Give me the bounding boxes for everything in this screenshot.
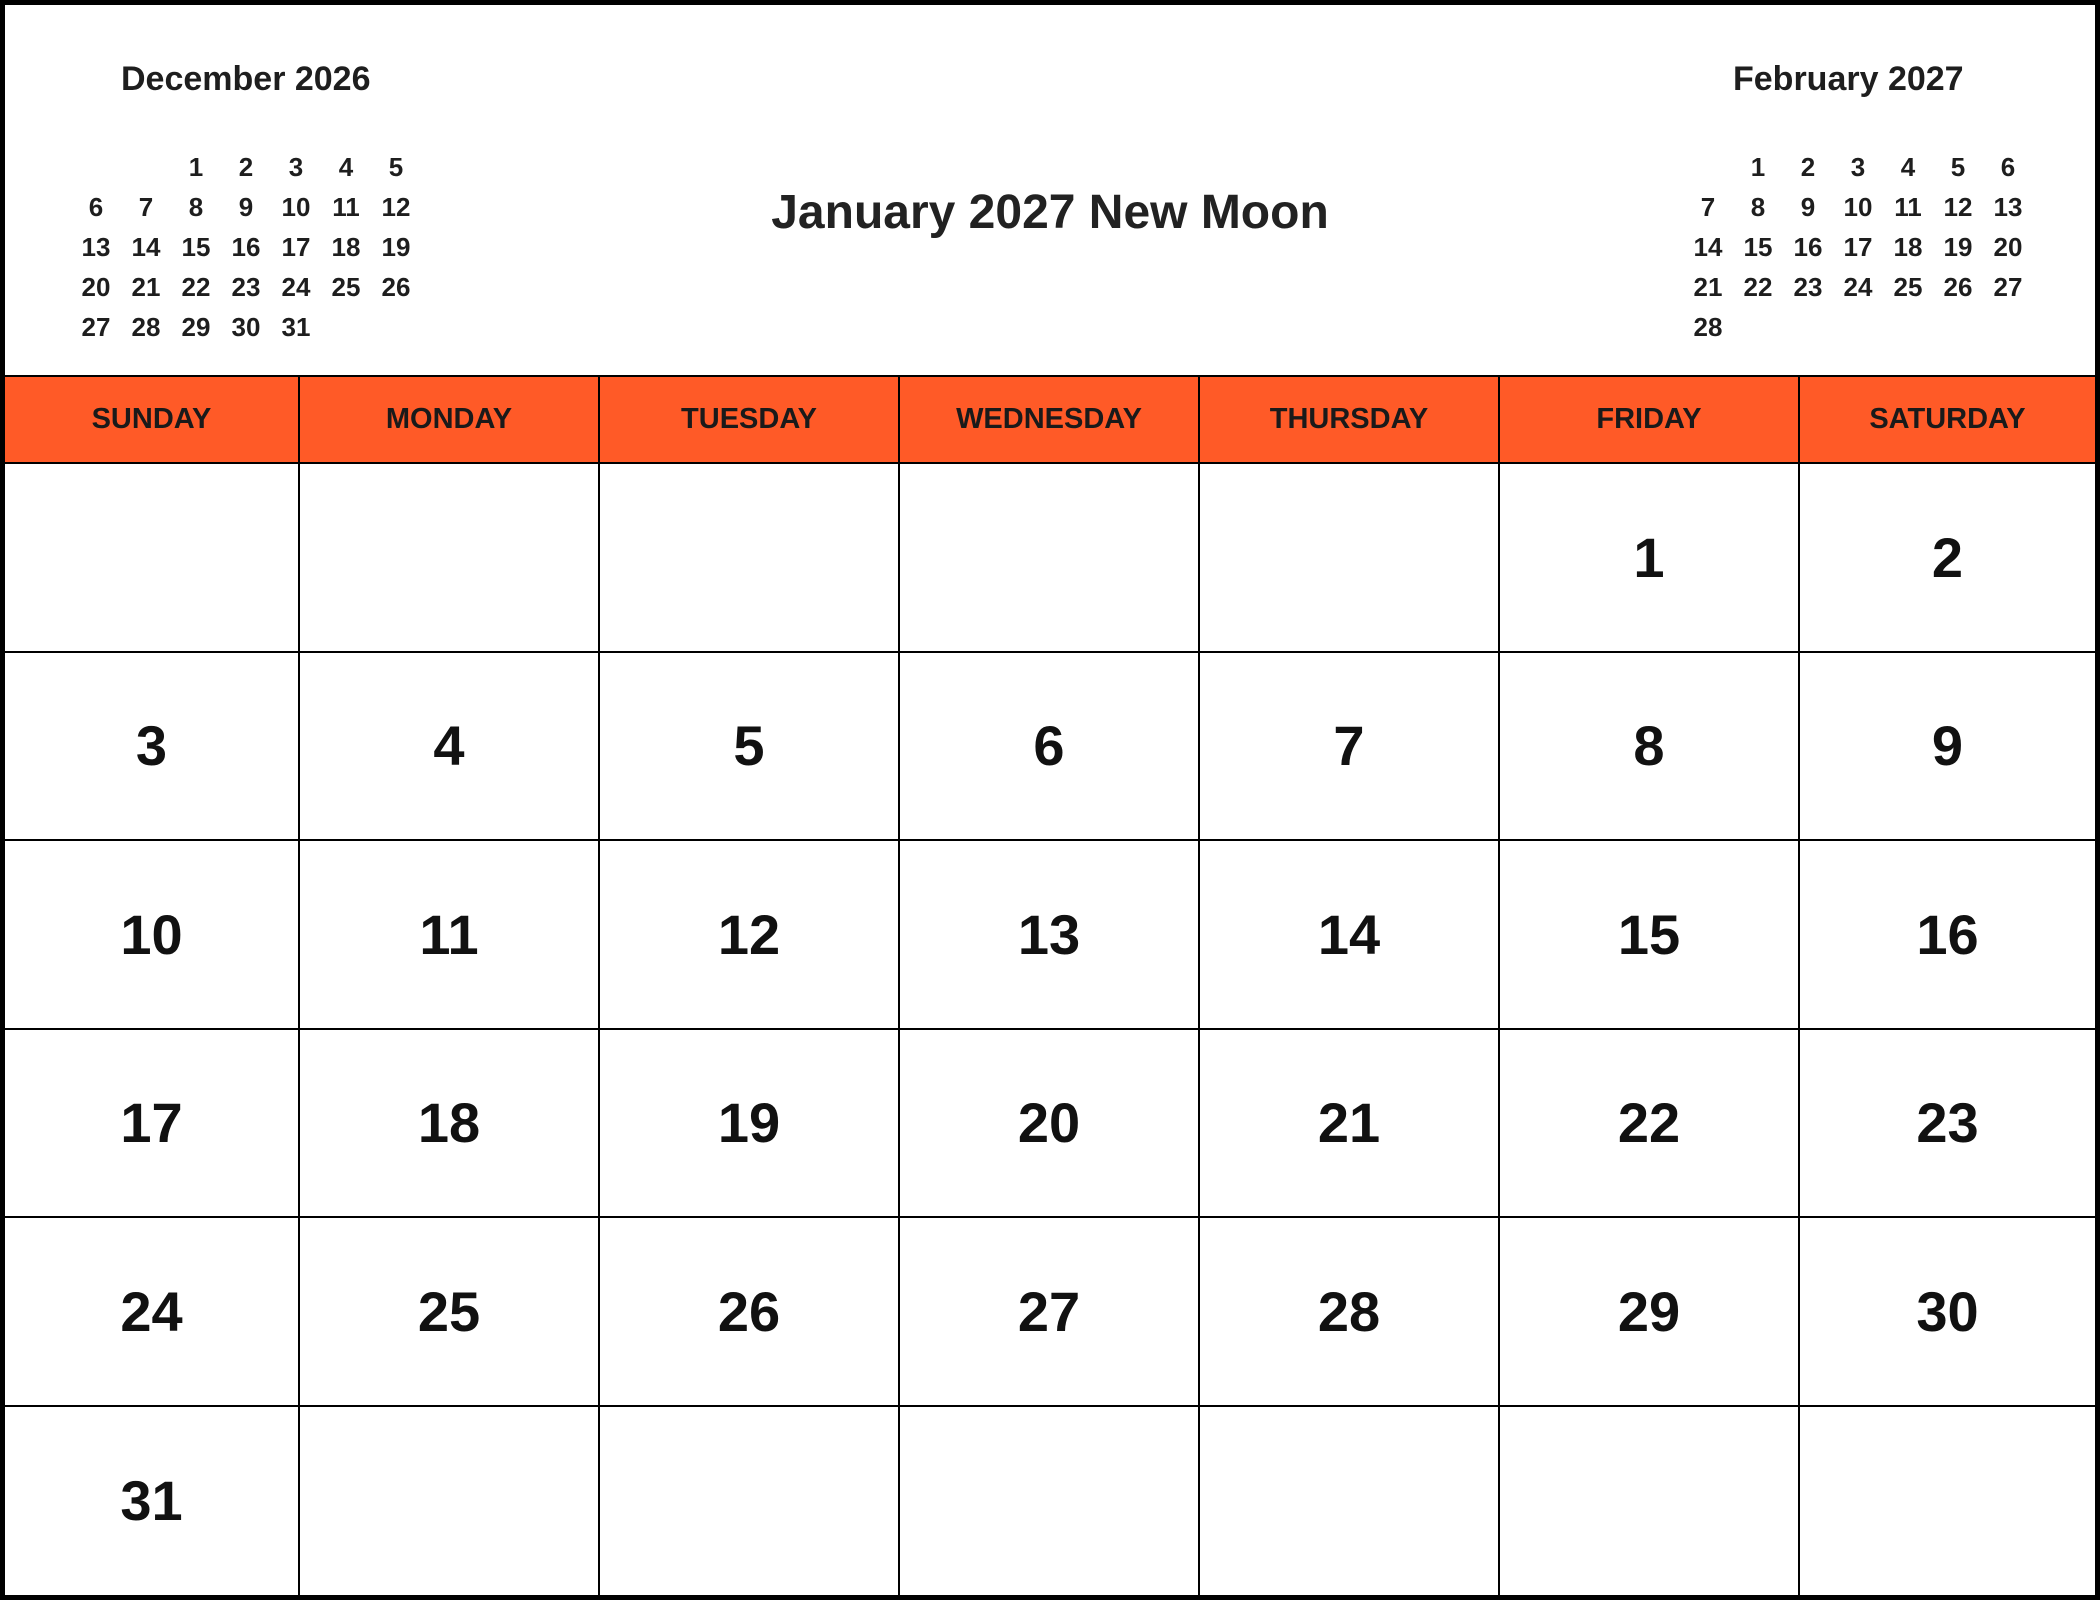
- day-cell: 12: [600, 841, 900, 1030]
- mini-calendar-day: 3: [288, 151, 304, 182]
- mini-calendar-day: 29: [181, 311, 211, 342]
- day-cell: 17: [5, 1030, 300, 1219]
- day-cell: 2: [1800, 464, 2095, 653]
- day-cell: 24: [5, 1218, 300, 1407]
- mini-calendar-title: December 2026: [121, 60, 371, 98]
- mini-calendar-day: 9: [1800, 191, 1816, 222]
- day-cell: [300, 464, 600, 653]
- day-cell: [1500, 1407, 1800, 1596]
- day-cell: 7: [1200, 653, 1500, 842]
- day-cell: 14: [1200, 841, 1500, 1030]
- mini-calendar-day: 7: [138, 191, 154, 222]
- mini-calendar-december-2026: [81, 57, 411, 342]
- mini-calendar-day: 28: [131, 311, 161, 342]
- day-cell: 5: [600, 653, 900, 842]
- day-cell: [1800, 1407, 2095, 1596]
- mini-calendar-title: February 2027: [1733, 60, 1964, 98]
- mini-calendar-day: 26: [1943, 271, 1973, 302]
- mini-calendar-day: 11: [332, 191, 360, 222]
- day-cell: [1200, 464, 1500, 653]
- mini-calendar-day: 17: [281, 231, 311, 262]
- page-title: January 2027 New Moon: [771, 186, 1329, 239]
- weekday-header: THURSDAY: [1200, 377, 1500, 464]
- mini-calendar-grid: [71, 147, 421, 347]
- mini-calendar-day: 24: [1843, 271, 1873, 302]
- day-cell: 18: [300, 1030, 600, 1219]
- day-cell: 21: [1200, 1030, 1500, 1219]
- day-cell: 29: [1500, 1218, 1800, 1407]
- mini-calendar-day: 11: [1894, 191, 1922, 222]
- day-cell: 3: [5, 653, 300, 842]
- mini-calendar-day: [121, 147, 171, 187]
- day-cell: [300, 1407, 600, 1596]
- day-cell: 10: [5, 841, 300, 1030]
- weekday-header: WEDNESDAY: [900, 377, 1200, 464]
- mini-calendar-day: 8: [188, 191, 204, 222]
- day-cell: 11: [300, 841, 600, 1030]
- weekday-header: SUNDAY: [5, 377, 300, 464]
- mini-calendar-february-2027: [1693, 57, 2023, 342]
- mini-calendar-day: 20: [81, 271, 111, 302]
- mini-calendar-day: 22: [181, 271, 211, 302]
- day-cell: 8: [1500, 653, 1800, 842]
- day-cell: [900, 464, 1200, 653]
- mini-calendar-day: 6: [88, 191, 104, 222]
- mini-calendar-day: [1783, 307, 1833, 347]
- day-cell: 16: [1800, 841, 2095, 1030]
- day-cell: 30: [1800, 1218, 2095, 1407]
- weekday-header: FRIDAY: [1500, 377, 1800, 464]
- day-cell: 20: [900, 1030, 1200, 1219]
- mini-calendar-day: 2: [1800, 151, 1816, 182]
- mini-calendar-day: 9: [238, 191, 254, 222]
- weekday-header: MONDAY: [300, 377, 600, 464]
- mini-calendar-day: 25: [331, 271, 361, 302]
- mini-calendar-day: 4: [338, 151, 354, 182]
- mini-calendar-day: 21: [1693, 271, 1723, 302]
- mini-calendar-day: 6: [2000, 151, 2016, 182]
- mini-calendar-day: 19: [1943, 231, 1973, 262]
- mini-calendar-day: 16: [1793, 231, 1823, 262]
- mini-calendar-day: 21: [131, 271, 161, 302]
- day-cell: 6: [900, 653, 1200, 842]
- mini-calendar-day: [321, 307, 371, 347]
- day-cell: [600, 464, 900, 653]
- mini-calendar-day: 12: [381, 191, 411, 222]
- mini-calendar-day: 30: [231, 311, 261, 342]
- mini-calendar-day: 31: [281, 311, 311, 342]
- mini-calendar-day: 13: [81, 231, 111, 262]
- day-cell: 9: [1800, 653, 2095, 842]
- mini-calendar-day: 14: [131, 231, 161, 262]
- month-grid: [5, 375, 2095, 1595]
- day-cell: [5, 464, 300, 653]
- mini-calendar-day: 18: [1893, 231, 1923, 262]
- day-cell: 1: [1500, 464, 1800, 653]
- mini-calendar-day: [1683, 147, 1733, 187]
- mini-calendar-day: [371, 307, 421, 347]
- day-cell: 13: [900, 841, 1200, 1030]
- mini-calendar-day: 13: [1993, 191, 2023, 222]
- day-cell: 27: [900, 1218, 1200, 1407]
- mini-calendar-day: 27: [81, 311, 111, 342]
- mini-calendar-day: [1833, 307, 1883, 347]
- day-cell: 23: [1800, 1030, 2095, 1219]
- calendar-header: [5, 5, 2095, 375]
- mini-calendar-day: 20: [1993, 231, 2023, 262]
- mini-calendar-day: 23: [231, 271, 261, 302]
- mini-calendar-day: [1733, 307, 1783, 347]
- day-cell: 4: [300, 653, 600, 842]
- weekday-header: TUESDAY: [600, 377, 900, 464]
- mini-calendar-day: 3: [1850, 151, 1866, 182]
- mini-calendar-day: 1: [1750, 151, 1766, 182]
- day-cell: 19: [600, 1030, 900, 1219]
- day-cell: 25: [300, 1218, 600, 1407]
- mini-calendar-day: 27: [1993, 271, 2023, 302]
- day-cell: 26: [600, 1218, 900, 1407]
- mini-calendar-day: 23: [1793, 271, 1823, 302]
- mini-calendar-day: 18: [331, 231, 361, 262]
- mini-calendar-day: 10: [1843, 191, 1873, 222]
- mini-calendar-day: 19: [381, 231, 411, 262]
- day-cell: [600, 1407, 900, 1596]
- mini-calendar-day: 8: [1750, 191, 1766, 222]
- weekday-header: SATURDAY: [1800, 377, 2095, 464]
- day-cell: 28: [1200, 1218, 1500, 1407]
- day-cell: 22: [1500, 1030, 1800, 1219]
- mini-calendar-day: 7: [1700, 191, 1716, 222]
- mini-calendar-day: 2: [238, 151, 254, 182]
- mini-calendar-day: 28: [1693, 311, 1723, 342]
- mini-calendar-day: 16: [231, 231, 261, 262]
- mini-calendar-day: 26: [381, 271, 411, 302]
- mini-calendar-day: [1983, 307, 2033, 347]
- mini-calendar-day: 15: [1743, 231, 1773, 262]
- day-cell: 31: [5, 1407, 300, 1596]
- mini-calendar-day: 24: [281, 271, 311, 302]
- mini-calendar-day: 22: [1743, 271, 1773, 302]
- mini-calendar-day: [1933, 307, 1983, 347]
- mini-calendar-day: 17: [1843, 231, 1873, 262]
- mini-calendar-day: 4: [1900, 151, 1916, 182]
- mini-calendar-day: 1: [188, 151, 204, 182]
- mini-calendar-day: 5: [1950, 151, 1966, 182]
- mini-calendar-day: 5: [388, 151, 404, 182]
- mini-calendar-day: 10: [281, 191, 311, 222]
- day-cell: [1200, 1407, 1500, 1596]
- mini-calendar-day: 14: [1693, 231, 1723, 262]
- day-cell: 15: [1500, 841, 1800, 1030]
- day-cell: [900, 1407, 1200, 1596]
- mini-calendar-day: 15: [181, 231, 211, 262]
- mini-calendar-day: 12: [1943, 191, 1973, 222]
- mini-calendar-grid: [1683, 147, 2033, 347]
- mini-calendar-day: [1883, 307, 1933, 347]
- mini-calendar-day: 25: [1893, 271, 1923, 302]
- mini-calendar-day: [71, 147, 121, 187]
